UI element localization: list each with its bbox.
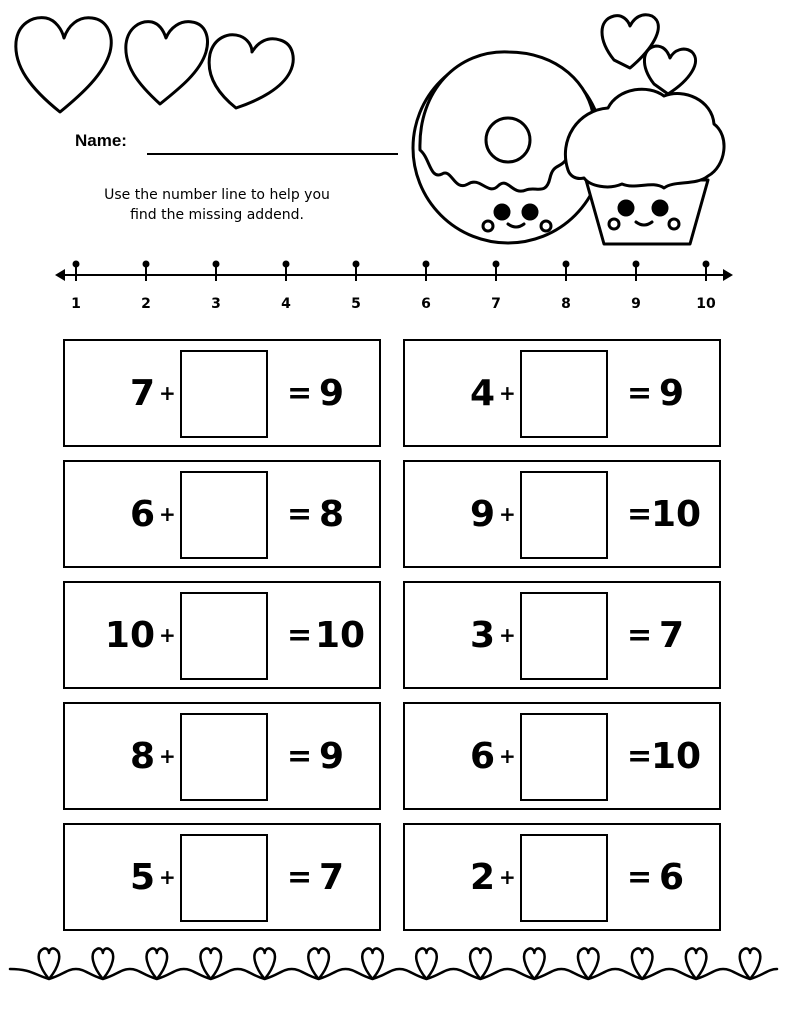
addend: 2 xyxy=(469,856,495,898)
sum: 10 xyxy=(651,735,702,777)
instructions-line-2: find the missing addend. xyxy=(130,207,304,223)
plus-sign: + xyxy=(499,865,516,889)
problem-card xyxy=(63,339,381,447)
problem-card xyxy=(63,823,381,931)
addend: 6 xyxy=(129,493,155,535)
answer-box[interactable] xyxy=(180,834,268,922)
plus-sign: + xyxy=(499,744,516,768)
plus-sign: + xyxy=(499,502,516,526)
answer-box[interactable] xyxy=(520,350,608,438)
addend: 6 xyxy=(469,735,495,777)
equals-sign: = xyxy=(627,496,653,532)
answer-box[interactable] xyxy=(520,592,608,680)
instructions xyxy=(62,185,372,225)
donut-cupcake-illustration xyxy=(408,0,733,250)
instructions-line-1: Use the number line to help you xyxy=(104,187,330,203)
problem-card xyxy=(403,702,721,810)
equals-sign: = xyxy=(287,738,313,774)
equals-sign: = xyxy=(627,738,653,774)
plus-sign: + xyxy=(499,623,516,647)
heart-border xyxy=(8,935,783,990)
sum: 10 xyxy=(651,493,702,535)
answer-box[interactable] xyxy=(180,350,268,438)
number-line-label: 4 xyxy=(281,296,291,312)
number-line-label: 5 xyxy=(351,296,361,312)
equals-sign: = xyxy=(627,375,653,411)
sum: 6 xyxy=(659,856,685,898)
equals-sign: = xyxy=(627,617,653,653)
addend: 7 xyxy=(129,372,155,414)
plus-sign: + xyxy=(499,381,516,405)
sum: 9 xyxy=(319,372,345,414)
problem-card xyxy=(403,339,721,447)
heart-border-icon xyxy=(10,948,777,979)
answer-box[interactable] xyxy=(180,592,268,680)
arrow-right-icon xyxy=(723,269,733,281)
addend: 4 xyxy=(469,372,495,414)
number-line xyxy=(55,255,735,315)
number-line-label: 10 xyxy=(696,296,716,312)
answer-box[interactable] xyxy=(520,834,608,922)
sum: 10 xyxy=(315,614,366,656)
sum: 9 xyxy=(659,372,685,414)
problem-card xyxy=(63,702,381,810)
addend: 9 xyxy=(469,493,495,535)
hearts-decoration xyxy=(10,8,300,118)
number-line-label: 6 xyxy=(421,296,431,312)
number-line-label: 3 xyxy=(211,296,221,312)
number-line-label: 2 xyxy=(141,296,151,312)
heart-icon xyxy=(126,22,208,104)
number-line-label: 9 xyxy=(631,296,641,312)
number-line-label: 1 xyxy=(71,296,81,312)
answer-box[interactable] xyxy=(520,713,608,801)
heart-icon xyxy=(16,18,111,112)
addend: 5 xyxy=(129,856,155,898)
heart-icon xyxy=(209,35,293,108)
addend: 3 xyxy=(469,614,495,656)
problem-card xyxy=(403,823,721,931)
number-line-label: 7 xyxy=(491,296,501,312)
equals-sign: = xyxy=(287,496,313,532)
cupcake-icon xyxy=(565,15,724,244)
answer-box[interactable] xyxy=(520,471,608,559)
name-label: Name: xyxy=(75,131,127,150)
answer-box[interactable] xyxy=(180,713,268,801)
equals-sign: = xyxy=(627,859,653,895)
equals-sign: = xyxy=(287,859,313,895)
sum: 9 xyxy=(319,735,345,777)
number-line-label: 8 xyxy=(561,296,571,312)
plus-sign: + xyxy=(159,623,176,647)
plus-sign: + xyxy=(159,744,176,768)
plus-sign: + xyxy=(159,381,176,405)
name-line[interactable] xyxy=(147,153,398,155)
plus-sign: + xyxy=(159,502,176,526)
answer-box[interactable] xyxy=(180,471,268,559)
addend: 10 xyxy=(104,614,155,656)
sum: 8 xyxy=(319,493,345,535)
problem-card xyxy=(63,460,381,568)
problem-card xyxy=(403,581,721,689)
equals-sign: = xyxy=(287,617,313,653)
plus-sign: + xyxy=(159,865,176,889)
arrow-left-icon xyxy=(55,269,65,281)
sum: 7 xyxy=(319,856,345,898)
problem-card xyxy=(403,460,721,568)
addend: 8 xyxy=(129,735,155,777)
sum: 7 xyxy=(659,614,685,656)
problem-card xyxy=(63,581,381,689)
equals-sign: = xyxy=(287,375,313,411)
